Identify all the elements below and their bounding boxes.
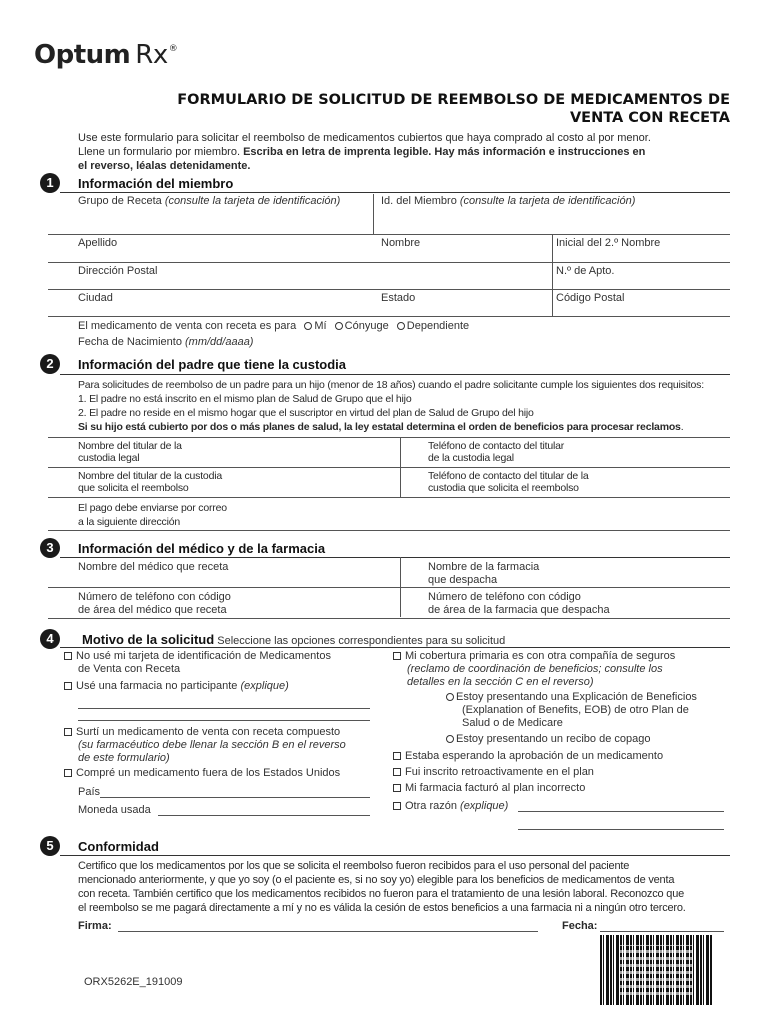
custodial-p3: 2. El padre no reside en el mismo hogar que el suscriptor en virtud del plan de Salud de Grupo del hijo — [78, 407, 534, 419]
requesting-custodian-name-field[interactable] — [78, 470, 222, 494]
cert-line2: mencionado anteriormente, y que yo soy (o el paciente es, si no soy yo) elegible para los beneficios de medicamentos de venta — [78, 874, 675, 886]
signature-line[interactable] — [118, 931, 538, 932]
section-4-number: 4 — [40, 629, 60, 649]
address-label[interactable]: Dirección Postal — [78, 265, 158, 277]
section-4-title: Motivo de la solicitud — [82, 632, 215, 647]
r1: Mi cobertura primaria es con otra compañía de seguros — [405, 650, 676, 662]
divider — [373, 194, 374, 234]
l3b: (su farmacéutico debe llenar la sección B en el reverso — [78, 739, 346, 751]
pharmacy-phone-field[interactable] — [428, 591, 610, 617]
r1o1b: (Explanation of Benefits, EOB) de otro Plan de — [462, 704, 689, 716]
f1b: custodia legal — [78, 452, 140, 464]
country-line[interactable] — [100, 797, 370, 798]
section-2-title: Información del padre que tiene la custodia — [78, 357, 346, 372]
barcode-image — [600, 935, 712, 1005]
tel-med-b: de área del médico que receta — [78, 604, 227, 616]
field-rule — [48, 437, 730, 438]
signature-label: Firma: — [78, 920, 112, 932]
field-rule — [48, 467, 730, 468]
l2-hint: (explique) — [240, 680, 289, 692]
section-1-title: Información del miembro — [78, 176, 234, 191]
section-4-rule — [60, 647, 730, 648]
member-id-text: Id. del Miembro — [381, 195, 460, 207]
custodial-p2: 1. El padre no está inscrito en el mismo plan de Salud de Grupo que el hijo — [78, 393, 412, 405]
section-1-rule — [60, 192, 730, 193]
tel-farm-a: Número de teléfono con código — [428, 591, 581, 603]
cert-line3: con receta. También certifico que los medicamentos recibidos no fueron para el tratamiento de una lesión laboral. Reconozco que — [78, 888, 685, 900]
middle-initial-label[interactable]: Inicial del 2.º Nombre — [556, 237, 661, 249]
form-code: ORX5262E_191009 — [84, 976, 183, 988]
opt-dependent-label: Dependiente — [406, 320, 470, 332]
field-rule — [48, 262, 730, 263]
radio-dependent[interactable] — [397, 322, 405, 330]
zip-label[interactable]: Código Postal — [556, 292, 625, 304]
intro-text — [78, 131, 728, 173]
explain-line[interactable] — [518, 829, 724, 830]
divider — [552, 234, 553, 263]
reason-awaiting-approval[interactable] — [393, 750, 663, 762]
cert-line4: el reembolso se me pagará directamente a mí y no es válida la cesión de estos beneficios a una farmacia ni a ningún otro tercero. — [78, 902, 686, 914]
date-line[interactable] — [600, 931, 724, 932]
r1o2: Estoy presentando un recibo de copago — [456, 733, 651, 745]
divider — [552, 262, 553, 290]
r1c: detalles en la sección C en el reverso) — [407, 676, 594, 688]
group-number-label — [78, 195, 340, 207]
section-5-number: 5 — [40, 836, 60, 856]
field-rule — [48, 618, 730, 619]
tel-med-a: Número de teléfono con código — [78, 591, 231, 603]
farm-a: Nombre de la farmacia — [428, 561, 540, 573]
field-rule — [48, 234, 730, 235]
group-label: Grupo de Receta — [78, 195, 165, 207]
checkbox[interactable] — [393, 784, 401, 792]
radio-self[interactable] — [304, 322, 312, 330]
intro-bold2: Escriba en letra de imprenta legible. Hay más información e instrucciones en — [243, 146, 646, 158]
apt-label[interactable]: N.º de Apto. — [556, 265, 615, 277]
logo-brand: Optum — [34, 40, 131, 70]
radio-eob[interactable] — [446, 693, 454, 701]
pharmacy-name-field[interactable] — [428, 561, 539, 587]
opt-spouse-label: Cónyuge — [344, 320, 389, 332]
currency-label: Moneda usada — [78, 804, 151, 816]
reason-other-insurance[interactable] — [393, 650, 675, 689]
radio-spouse[interactable] — [335, 322, 343, 330]
f1a: Nombre del titular de la — [78, 440, 182, 452]
first-name-label[interactable]: Nombre — [381, 237, 421, 249]
section-3-number: 3 — [40, 538, 60, 558]
reason-outside-us[interactable] — [64, 767, 340, 779]
r1o1a: Estoy presentando una Explicación de Beneficios — [456, 691, 697, 703]
f4b: custodia que solicita el reembolso — [428, 482, 579, 494]
l1a: No usé mi tarjeta de identificación de Medicamentos — [76, 650, 331, 662]
r5: Otra razón — [405, 800, 461, 812]
reason-no-id-card[interactable] — [64, 650, 331, 676]
checkbox[interactable] — [64, 728, 72, 736]
custodial-p1: Para solicitudes de reembolso de un padre para un hijo (menor de 18 años) cuando el padre solicitante cumple los siguientes dos requisitos: — [78, 379, 704, 391]
legal-custodian-name-field[interactable] — [78, 440, 182, 464]
f5b: a la siguiente dirección — [78, 516, 181, 528]
section-3-title: Información del médico y de la farmacia — [78, 541, 326, 556]
r3: Fui inscrito retroactivamente en el plan — [405, 766, 594, 778]
checkbox[interactable] — [393, 652, 401, 660]
date-label: Fecha: — [562, 920, 598, 932]
state-label[interactable]: Estado — [381, 292, 416, 304]
r1b: (reclamo de coordinación de beneficios; consulte los — [407, 663, 663, 675]
form-title — [177, 91, 730, 127]
country-label: País — [78, 786, 101, 798]
optum-rx-logo — [34, 40, 177, 70]
intro-line2: Llene un formulario por miembro. — [78, 146, 244, 158]
f2b: de la custodia legal — [428, 452, 514, 464]
prescriber-phone-field[interactable] — [78, 591, 231, 617]
option-copay[interactable] — [446, 733, 650, 745]
opt-self-label: Mí — [314, 320, 327, 332]
member-id-label — [381, 195, 635, 207]
section-4-subtitle: Seleccione las opciones correspondientes para su solicitud — [217, 635, 506, 647]
f3b: que solicita el reembolso — [78, 482, 189, 494]
farm-b: que despacha — [428, 574, 498, 586]
intro-line1: Use este formulario para solicitar el reembolso de medicamentos cubiertos que haya comprado al costo al por menor. — [78, 132, 651, 144]
reason-compound[interactable] — [64, 726, 346, 765]
reason-other[interactable] — [393, 800, 508, 812]
prescriber-name-label[interactable]: Nombre del médico que receta — [78, 561, 229, 573]
section-5-title: Conformidad — [78, 839, 159, 854]
city-label[interactable]: Ciudad — [78, 292, 113, 304]
checkbox[interactable] — [393, 802, 401, 810]
requesting-custodian-phone-field[interactable] — [428, 470, 589, 494]
member-id-hint: (consulte la tarjeta de identificación) — [459, 195, 636, 207]
l4: Compré un medicamento fuera de los Estados Unidos — [76, 767, 341, 779]
patient-relationship — [78, 320, 469, 332]
explain-line[interactable] — [78, 720, 370, 721]
divider — [552, 289, 553, 317]
form-title-line2: VENTA CON RECETA — [569, 110, 730, 126]
section-2-rule — [60, 374, 730, 375]
dob-hint: (mm/dd/aaaa) — [185, 336, 254, 348]
last-name-label[interactable]: Apellido — [78, 237, 118, 249]
checkbox[interactable] — [64, 652, 72, 660]
option-eob[interactable] — [446, 691, 697, 730]
section-2-number: 2 — [40, 354, 60, 374]
custodial-instructions — [78, 378, 738, 434]
checkbox[interactable] — [393, 752, 401, 760]
dob-field[interactable] — [78, 336, 253, 348]
f5a: El pago debe enviarse por correo — [78, 502, 227, 514]
l2: Usé una farmacia no participante — [76, 680, 241, 692]
logo-product: Rx — [135, 40, 168, 70]
field-rule — [48, 316, 730, 317]
radio-copay[interactable] — [446, 735, 454, 743]
section-4-heading — [82, 632, 505, 647]
reason-retroactive[interactable] — [393, 766, 594, 778]
explain-line[interactable] — [78, 708, 370, 709]
checkbox[interactable] — [64, 682, 72, 690]
certification-text — [78, 859, 738, 915]
field-rule — [48, 530, 730, 531]
relationship-label: El medicamento de venta con receta es para — [78, 320, 297, 332]
r4: Mi farmacia facturó al plan incorrecto — [405, 782, 586, 794]
currency-line[interactable] — [158, 815, 370, 816]
form-title-line1: FORMULARIO DE SOLICITUD DE REEMBOLSO DE MEDICAMENTOS DE — [177, 92, 730, 108]
cert-line1: Certifico que los medicamentos por los que se solicita el reembolso fueron recibidos para el uso personal del paciente — [78, 860, 630, 872]
dob-label: Fecha de Nacimiento — [78, 336, 185, 348]
explain-line[interactable] — [518, 811, 724, 812]
section-1-number: 1 — [40, 173, 60, 193]
field-rule — [48, 587, 730, 588]
section-5-rule — [60, 855, 730, 856]
l3c: de este formulario) — [78, 752, 170, 764]
tel-farm-b: de área de la farmacia que despacha — [428, 604, 610, 616]
r2: Estaba esperando la aprobación de un medicamento — [405, 750, 664, 762]
f2a: Teléfono de contacto del titular — [428, 440, 565, 452]
group-hint: (consulte la tarjeta de identificación) — [164, 195, 341, 207]
checkbox[interactable] — [393, 768, 401, 776]
legal-custodian-phone-field[interactable] — [428, 440, 564, 464]
custodial-p4: Si su hijo está cubierto por dos o más planes de salud, la ley estatal determina el orden de beneficios para procesar reclamos — [78, 421, 681, 433]
intro-bold3: el reverso, léalas detenidamente. — [78, 160, 251, 172]
custodial-p4-end: . — [680, 421, 684, 433]
field-rule — [48, 289, 730, 290]
f3a: Nombre del titular de la custodia — [78, 470, 222, 482]
payment-address-field[interactable] — [78, 501, 227, 529]
reason-wrong-plan[interactable] — [393, 782, 585, 794]
r5-hint: (explique) — [460, 800, 509, 812]
section-3-rule — [60, 557, 730, 558]
l3a: Surtí un medicamento de venta con receta compuesto — [76, 726, 341, 738]
f4a: Teléfono de contacto del titular de la — [428, 470, 589, 482]
checkbox[interactable] — [64, 769, 72, 777]
reason-non-participating[interactable] — [64, 680, 289, 692]
r1o1c: Salud o de Medicare — [462, 717, 563, 729]
l1b: de Venta con Receta — [78, 663, 181, 675]
field-rule — [48, 497, 730, 498]
logo-mark: ® — [168, 44, 178, 54]
